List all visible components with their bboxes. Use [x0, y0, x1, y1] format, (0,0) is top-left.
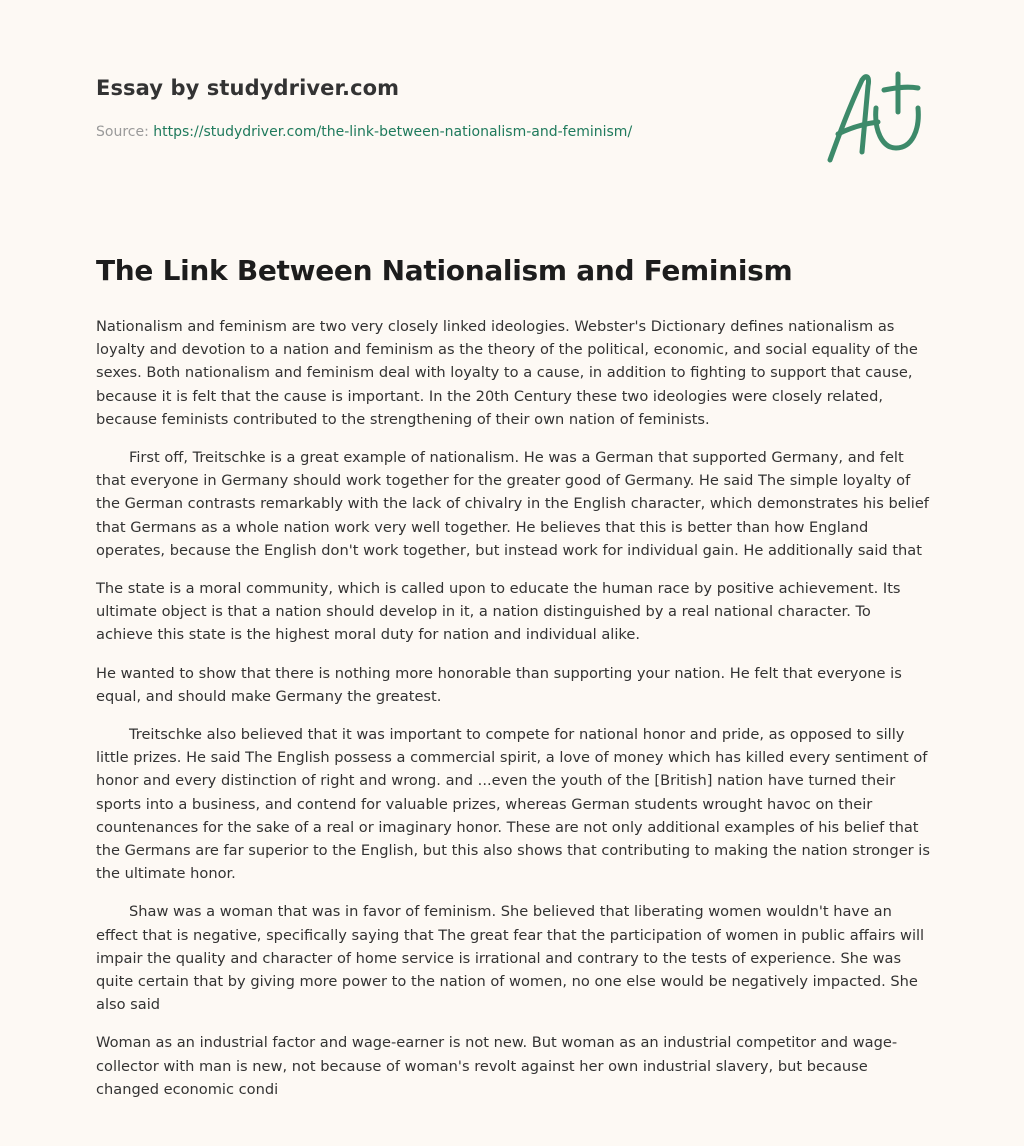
page-header [96, 76, 936, 140]
article-title: The Link Between Nationalism and Feminism [96, 254, 793, 287]
block-quote: The state is a moral community, which is called upon to educate the human race by positive achievement. Its ultimate object is that a nation should develop in it, a nation distinguished by a real national character. To achieve this state is the highest moral duty for nation and individual alike. [96, 580, 901, 644]
article-body [96, 315, 930, 1116]
paragraph: He wanted to show that there is nothing more honorable than supporting your nation. He felt that everyone is equal, and should make Germany the greatest. [96, 664, 902, 705]
paragraph: First off, Treitschke is a great example of nationalism. He was a German that supported Germany, and felt that everyone in Germany should work together for the greater good of Germany. He said The simple loyalty of the German contrasts remarkably with the lack of chivalry in the English character, which demonstrates his belief that Germans as a whole nation work very well together. He believes that this is better than how England operates, because the English don't work together, but instead work for individual gain. He additionally said that [96, 449, 929, 559]
a-plus-grade-icon [820, 68, 930, 168]
source-line [96, 124, 632, 140]
block-quote: Woman as an industrial factor and wage-earner is not new. But woman as an industrial competitor and wage-collector with man is new, not because of woman's revolt against her own industrial slavery, but because changed economic condi [96, 1034, 898, 1098]
paragraph: Shaw was a woman that was in favor of feminism. She believed that liberating women wouldn't have an effect that is negative, specifically saying that The great fear that the participation of women in public affairs will impair the quality and character of home service is irrational and contrary to the tests of experience. She was quite certain that by giving more power to the nation of women, no one else would be negatively impacted. She also said [96, 903, 925, 1014]
paragraph: Treitschke also believed that it was important to compete for national honor and pride, as opposed to silly little prizes. He said The English possess a commercial spirit, a love of money which has killed every sentiment of honor and every distinction of right and wrong. and ...even the youth of the [British] nation have turned their sports into a business, and contend for valuable prizes, whereas German students wrought havoc on their countenances for the sake of a real or imaginary honor. These are not only additional examples of his belief that the Germans are far superior to the English, but this also shows that contributing to making the nation stronger is the ultimate honor. [96, 726, 930, 883]
source-link[interactable]: https://studydriver.com/the-link-between-nationalism-and-feminism/ [153, 124, 633, 140]
site-title: Essay by studydriver.com [96, 76, 400, 100]
source-label: Source: [96, 124, 149, 140]
paragraph: Nationalism and feminism are two very closely linked ideologies. Webster's Dictionary defines nationalism as loyalty and devotion to a nation and feminism as the theory of the political, economic, and social equality of the sexes. Both nationalism and feminism deal with loyalty to a cause, in addition to fighting to support that cause, because it is felt that the cause is important. In the 20th Century these two ideologies were closely related, because feminists contributed to the strengthening of their own nation of feminists. [96, 318, 918, 428]
